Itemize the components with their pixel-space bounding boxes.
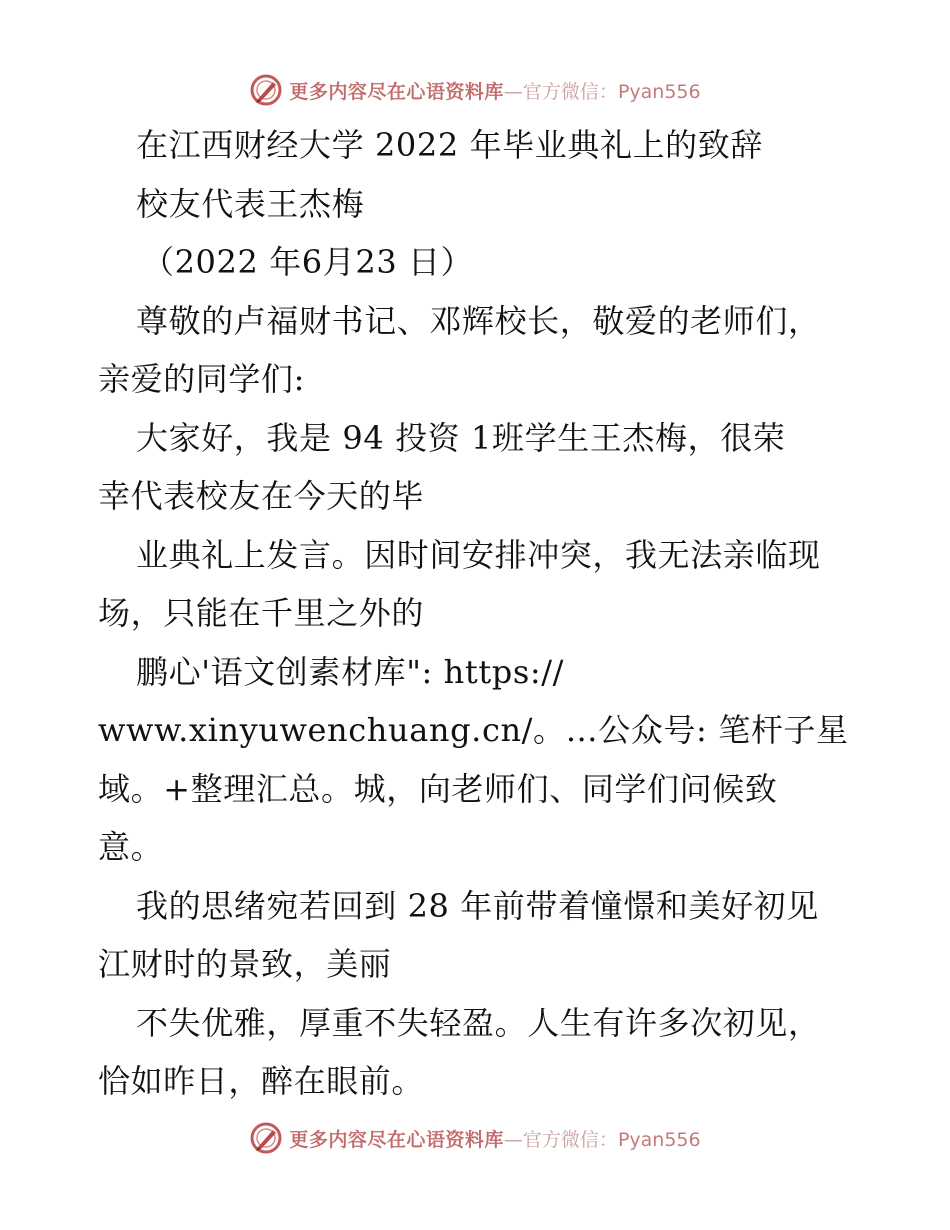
document-body xyxy=(98,116,868,1111)
speech-title: 在江西财经大学 2022 年毕业典礼上的致辞 xyxy=(136,126,763,164)
text-line: 幸代表校友在今天的毕 xyxy=(98,477,425,515)
text-line: 恰如昨日，醉在眼前。 xyxy=(98,1062,425,1100)
speech-date: （2022 年6月23 日） xyxy=(142,243,474,281)
watermark-wechat-id: Pyan556 xyxy=(617,1128,701,1151)
pen-logo-icon xyxy=(249,1121,283,1155)
text-line: 我的思绪宛若回到 28 年前带着憧憬和美好初见 xyxy=(136,886,819,925)
text-line: 场，只能在千里之外的 xyxy=(98,594,425,632)
header-watermark-banner xyxy=(0,70,950,110)
watermark-wechat-label: 官方微信： xyxy=(522,1128,618,1151)
text-line: 大家好，我是 94 投资 1班学生王杰梅，很荣 xyxy=(136,418,786,457)
watermark-text xyxy=(289,1125,700,1152)
text-line: 尊敬的卢福财书记、邓辉校长，敬爱的老师们， xyxy=(136,301,821,340)
text-line: 域。+整理汇总。城，向老师们、同学们问候致 xyxy=(98,769,778,808)
watermark-text xyxy=(289,77,700,104)
watermark-main: 更多内容尽在心语资料库 xyxy=(289,80,504,103)
watermark-main: 更多内容尽在心语资料库 xyxy=(289,1128,504,1151)
footer-watermark-banner xyxy=(0,1118,950,1158)
text-line: 不失优雅，厚重不失轻盈。人生有许多次初见， xyxy=(136,1003,821,1042)
text-line: www.xinyuwenchuang.cn/。…公众号: 笔杆子星 xyxy=(98,711,849,749)
text-line: 鹏心'语文创素材库": https:// xyxy=(136,652,565,691)
watermark-wechat-label: 官方微信： xyxy=(522,80,618,103)
text-line: 亲爱的同学们: xyxy=(98,360,305,398)
text-line: 江财时的景致，美丽 xyxy=(98,945,392,983)
pen-logo-icon xyxy=(249,73,283,107)
text-line: 业典礼上发言。因时间安排冲突，我无法亲临现 xyxy=(136,535,821,574)
watermark-dash: — xyxy=(503,1128,523,1151)
watermark-wechat-id: Pyan556 xyxy=(617,80,701,103)
speech-author: 校友代表王杰梅 xyxy=(136,184,365,223)
text-line: 意。 xyxy=(98,828,164,866)
watermark-dash: — xyxy=(503,80,523,103)
